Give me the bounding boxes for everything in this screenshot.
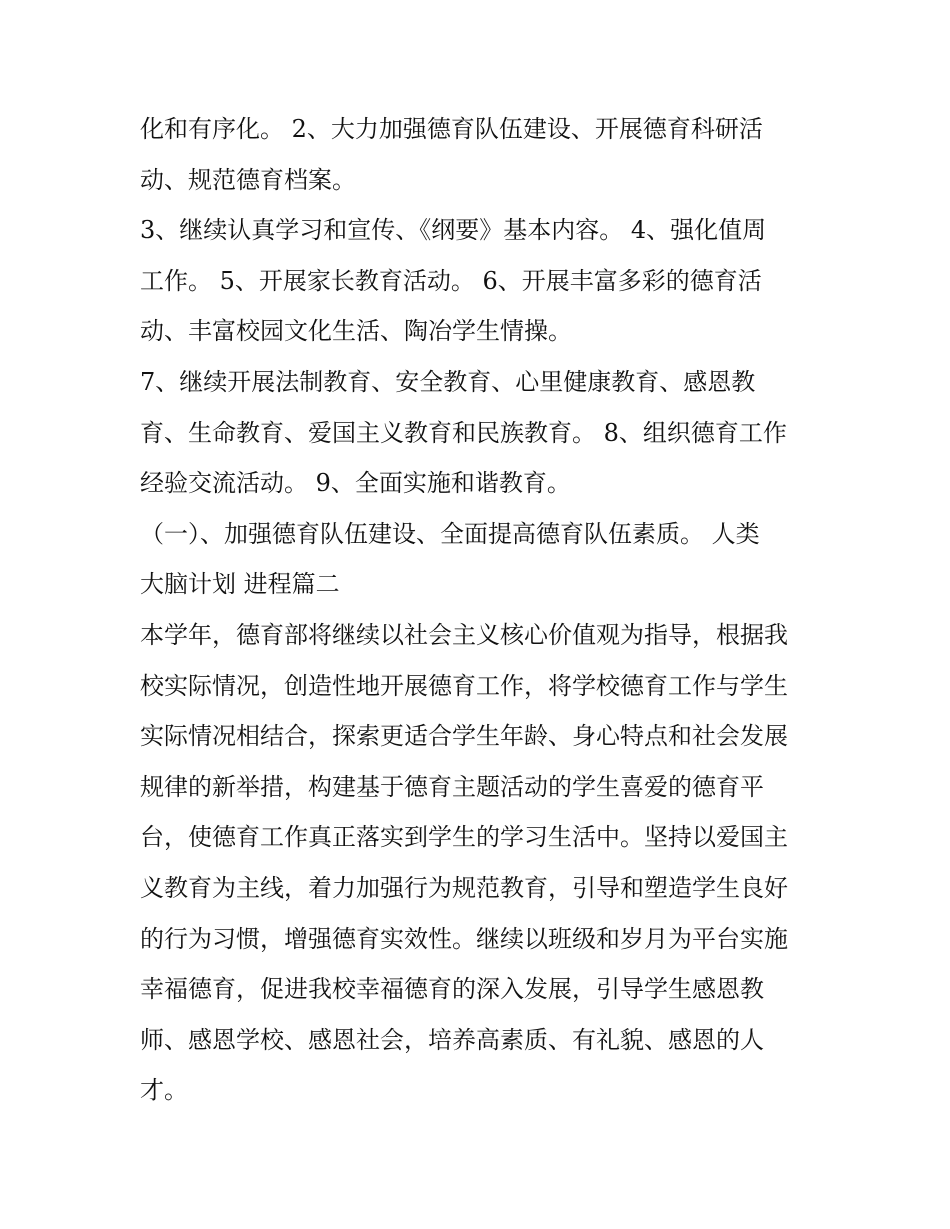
text-line: 3、继续认真学习和宣传、《纲要》基本内容。 4、强化值周 (140, 216, 767, 245)
text-line: 的行为习惯，增强德育实效性。继续以班级和岁月为平台实施 (140, 924, 788, 953)
section-heading-line: （一）、加强德育队伍建设、全面提高德育队伍素质。 人类 (140, 519, 760, 548)
text-line: 校实际情况，创造性地开展德育工作，将学校德育工作与学生 (140, 671, 788, 700)
text-line: 实际情况相结合，探索更适合学生年龄、身心特点和社会发展 (140, 722, 788, 751)
text-line: 化和有序化。 2、大力加强德育队伍建设、开展德育科研活 (140, 115, 763, 143)
text-line: 7、继续开展法制教育、安全教育、心里健康教育、感恩教 (140, 367, 756, 396)
document-body (140, 104, 830, 1116)
text-line: 育、生命教育、爱国主义教育和民族教育。 8、组织德育工作 (140, 418, 787, 447)
text-line: 经验交流活动。 9、全面实施和谐教育。 (140, 469, 571, 498)
text-line: 动、丰富校园文化生活、陶冶学生情操。 (140, 317, 572, 346)
text-line: 动、规范德育档案。 (140, 165, 356, 194)
text-line: 规律的新举措，构建基于德育主题活动的学生喜爱的德育平 (140, 772, 764, 801)
text-line: 义教育为主线，着力加强行为规范教育，引导和塑造学生良好 (140, 873, 788, 902)
text-line: 幸福德育，促进我校幸福德育的深入发展，引导学生感恩教 (140, 975, 764, 1004)
text-line: 师、感恩学校、感恩社会，培养高素质、有礼貌、感恩的人 (140, 1025, 764, 1054)
text-line: 本学年，德育部将继续以社会主义核心价值观为指导，根据我 (140, 620, 788, 649)
text-line: 台，使德育工作真正落实到学生的学习生活中。坚持以爱国主 (140, 823, 788, 852)
text-line: 才。 (140, 1076, 188, 1105)
section-title-line: 大脑计划 进程篇二 (140, 570, 340, 599)
text-line: 工作。 5、开展家长教育活动。 6、开展丰富多彩的德育活 (140, 266, 762, 295)
